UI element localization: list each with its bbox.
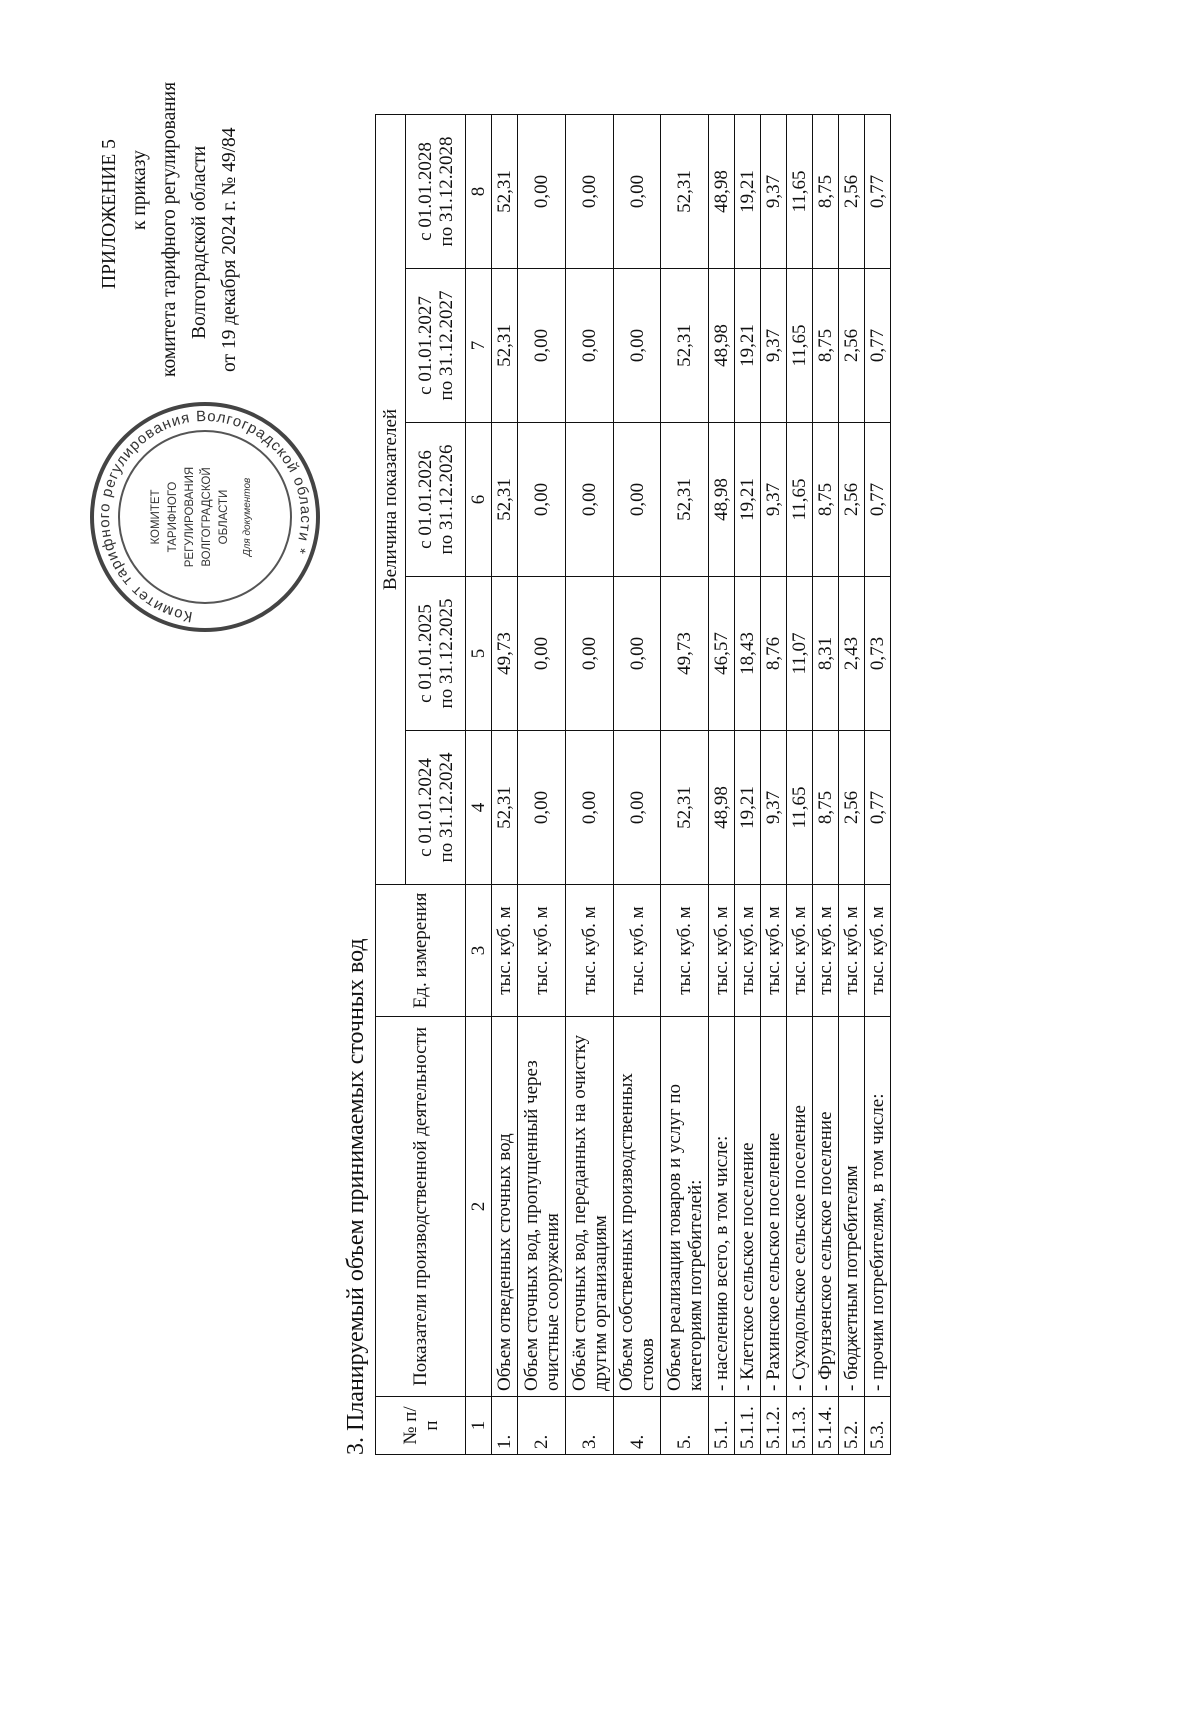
appendix-committee: комитета тарифного регулирования: [159, 81, 180, 377]
row-indicator: - прочим потребителям, в том числе:: [865, 1017, 891, 1397]
header-unit: Ед. измерения: [376, 885, 466, 1017]
appendix-to-order: к приказу: [129, 150, 150, 230]
row-value: 8,75: [813, 115, 839, 269]
row-value: 8,31: [813, 577, 839, 731]
row-value: 52,31: [661, 423, 709, 577]
table-row: [518, 115, 566, 1455]
row-unit: тыс. куб. м: [661, 885, 709, 1017]
header-period-2025: с 01.01.2025 по 31.12.2025: [406, 577, 466, 731]
table-row: [566, 115, 614, 1455]
stamp-center-text: [148, 457, 256, 577]
row-value: 8,76: [761, 577, 787, 731]
table-row: [735, 115, 761, 1455]
row-value: 0,00: [518, 577, 566, 731]
appendix-region: Волгоградской области: [189, 145, 210, 339]
column-number: 6: [466, 423, 492, 577]
row-number: 4.: [614, 1397, 661, 1455]
row-unit: тыс. куб. м: [865, 885, 891, 1017]
table-row: [661, 115, 709, 1455]
row-value: 48,98: [709, 115, 735, 269]
row-indicator: Объем сточных вод, пропущенный через очистные сооружения: [518, 1017, 566, 1397]
row-unit: тыс. куб. м: [614, 885, 661, 1017]
row-unit: тыс. куб. м: [839, 885, 865, 1017]
row-value: 9,37: [761, 731, 787, 885]
stamp-note: Для документов: [242, 477, 253, 557]
row-indicator: - Фрунзенское сельское поселение: [813, 1017, 839, 1397]
row-value: 0,00: [518, 269, 566, 423]
row-unit: тыс. куб. м: [492, 885, 518, 1017]
row-value: 19,21: [735, 731, 761, 885]
row-value: 48,98: [709, 731, 735, 885]
row-value: 2,43: [839, 577, 865, 731]
table-row: [492, 115, 518, 1455]
row-indicator: Объем реализации товаров и услуг по категориям потребителей:: [661, 1017, 709, 1397]
stamp-line: КОМИТЕТ: [150, 489, 162, 545]
header-number: № п/п: [376, 1397, 466, 1455]
row-unit: тыс. куб. м: [787, 885, 813, 1017]
row-value: 0,00: [566, 115, 614, 269]
row-value: 2,56: [839, 731, 865, 885]
header-values-group: Величина показателей: [376, 115, 406, 885]
row-value: 0,77: [865, 115, 891, 269]
row-value: 9,37: [761, 423, 787, 577]
appendix-header: [95, 82, 245, 377]
row-indicator: - Суходольское сельское поселение: [787, 1017, 813, 1397]
table-body: [492, 115, 891, 1455]
table-row: [709, 115, 735, 1455]
stamp-line: ОБЛАСТИ: [218, 489, 230, 545]
column-number: 7: [466, 269, 492, 423]
row-indicator: - бюджетным потребителям: [839, 1017, 865, 1397]
row-value: 18,43: [735, 577, 761, 731]
row-indicator: Объём сточных вод, переданных на очистку другим организациям: [566, 1017, 614, 1397]
stamp-line: РЕГУЛИРОВАНИЯ: [184, 466, 196, 568]
column-number: 2: [466, 1017, 492, 1397]
stamp-line: ТАРИФНОГО: [167, 481, 179, 553]
row-value: 46,57: [709, 577, 735, 731]
row-value: 52,31: [661, 731, 709, 885]
row-number: 5.2.: [839, 1397, 865, 1455]
row-value: 0,00: [614, 423, 661, 577]
row-value: 0,00: [566, 731, 614, 885]
row-value: 9,37: [761, 269, 787, 423]
table-row: [813, 115, 839, 1455]
row-value: 52,31: [492, 423, 518, 577]
row-value: 52,31: [492, 731, 518, 885]
row-value: 0,00: [614, 269, 661, 423]
row-value: 11,65: [787, 269, 813, 423]
row-value: 52,31: [492, 115, 518, 269]
row-value: 0,00: [518, 731, 566, 885]
row-value: 8,75: [813, 423, 839, 577]
row-value: 0,00: [566, 423, 614, 577]
row-indicator: Объем отведенных сточных вод: [492, 1017, 518, 1397]
row-value: 0,00: [614, 115, 661, 269]
row-value: 49,73: [492, 577, 518, 731]
row-value: 0,00: [566, 269, 614, 423]
row-value: 9,37: [761, 115, 787, 269]
row-value: 0,77: [865, 269, 891, 423]
row-value: 0,73: [865, 577, 891, 731]
row-number: 5.3.: [865, 1397, 891, 1455]
row-value: 0,00: [566, 577, 614, 731]
row-value: 52,31: [492, 269, 518, 423]
wastewater-volume-table: [375, 114, 891, 1455]
row-value: 19,21: [735, 423, 761, 577]
svg-text:Комитет тарифного регулировани: Комитет тарифного регулирования Волгоградской области *: [95, 407, 315, 626]
stamp-line: ВОЛГОГРАДСКОЙ: [201, 467, 213, 567]
official-stamp: [90, 402, 320, 632]
row-indicator: - Рахинское сельское поселение: [761, 1017, 787, 1397]
row-number: 5.1.4.: [813, 1397, 839, 1455]
header-period-2024: с 01.01.2024 по 31.12.2024: [406, 731, 466, 885]
column-number: 1: [466, 1397, 492, 1455]
row-unit: тыс. куб. м: [566, 885, 614, 1017]
row-indicator: Объем собственных производственных стоков: [614, 1017, 661, 1397]
row-number: 5.1.1.: [735, 1397, 761, 1455]
row-value: 2,56: [839, 423, 865, 577]
row-number: 3.: [566, 1397, 614, 1455]
row-unit: тыс. куб. м: [761, 885, 787, 1017]
row-value: 2,56: [839, 269, 865, 423]
section-title: 3. Планируемый объем принимаемых сточных вод: [343, 938, 369, 1455]
column-number: 8: [466, 115, 492, 269]
table-row: [865, 115, 891, 1455]
row-value: 0,77: [865, 731, 891, 885]
row-value: 0,77: [865, 423, 891, 577]
row-unit: тыс. куб. м: [813, 885, 839, 1017]
row-value: 11,07: [787, 577, 813, 731]
row-value: 8,75: [813, 269, 839, 423]
row-value: 0,00: [614, 577, 661, 731]
appendix-date-number: от 19 декабря 2024 г. № 49/84: [219, 127, 240, 372]
row-number: 5.1.2.: [761, 1397, 787, 1455]
row-value: 19,21: [735, 115, 761, 269]
row-indicator: - Клетское сельское поселение: [735, 1017, 761, 1397]
row-number: 5.: [661, 1397, 709, 1455]
row-number: 5.1.3.: [787, 1397, 813, 1455]
header-period-2026: с 01.01.2026 по 31.12.2026: [406, 423, 466, 577]
row-value: 49,73: [661, 577, 709, 731]
row-value: 11,65: [787, 115, 813, 269]
header-period-2027: с 01.01.2027 по 31.12.2027: [406, 269, 466, 423]
table-row: [787, 115, 813, 1455]
appendix-title: ПРИЛОЖЕНИЕ 5: [99, 139, 120, 289]
column-number: 5: [466, 577, 492, 731]
row-value: 2,56: [839, 115, 865, 269]
table-row: [761, 115, 787, 1455]
row-value: 48,98: [709, 269, 735, 423]
row-value: 11,65: [787, 423, 813, 577]
row-number: 1.: [492, 1397, 518, 1455]
column-number: 3: [466, 885, 492, 1017]
header-indicator: Показатели производственной деятельности: [376, 1017, 466, 1397]
row-value: 19,21: [735, 269, 761, 423]
table-row: [839, 115, 865, 1455]
header-period-2028: с 01.01.2028 по 31.12.2028: [406, 115, 466, 269]
row-unit: тыс. куб. м: [735, 885, 761, 1017]
table-row: [614, 115, 661, 1455]
row-value: 0,00: [518, 115, 566, 269]
row-indicator: - населению всего, в том числе:: [709, 1017, 735, 1397]
column-number-row: [466, 115, 492, 1455]
row-value: 8,75: [813, 731, 839, 885]
row-value: 11,65: [787, 731, 813, 885]
row-value: 52,31: [661, 269, 709, 423]
row-value: 48,98: [709, 423, 735, 577]
row-unit: тыс. куб. м: [709, 885, 735, 1017]
row-value: 0,00: [518, 423, 566, 577]
row-value: 52,31: [661, 115, 709, 269]
row-number: 2.: [518, 1397, 566, 1455]
row-unit: тыс. куб. м: [518, 885, 566, 1017]
row-value: 0,00: [614, 731, 661, 885]
column-number: 4: [466, 731, 492, 885]
row-number: 5.1.: [709, 1397, 735, 1455]
